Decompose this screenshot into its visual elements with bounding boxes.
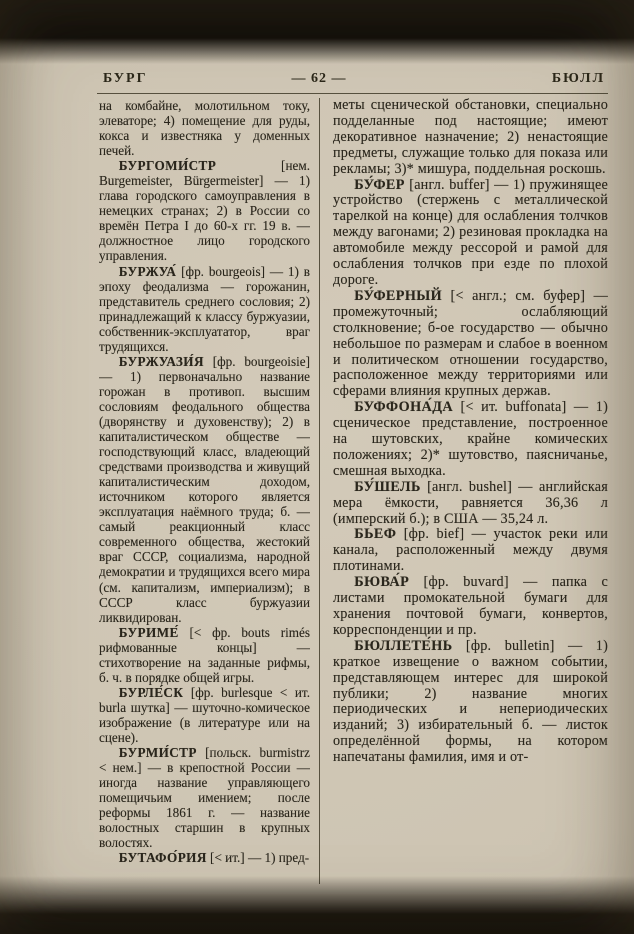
dictionary-entry-continuation: на комбайне, молотильном току, элеваторе; 4) помещение для руды, кокса и известняка у доменных печей.	[99, 98, 310, 159]
dictionary-entry	[99, 850, 310, 865]
entry-headword: БУТАФО́РИЯ	[118, 850, 207, 866]
entry-headword: БЮВА́Р	[354, 574, 410, 591]
entry-body: [< ит.] — 1) пред-	[210, 850, 310, 866]
right-column	[319, 98, 608, 884]
dictionary-entry	[333, 639, 608, 766]
dictionary-entry	[333, 575, 608, 639]
entry-headword: БЮЛЛЕТЕ́НЬ	[354, 637, 453, 654]
entry-headword: БЬЕФ	[354, 526, 397, 543]
dictionary-entry	[99, 264, 310, 354]
dictionary-entry	[333, 178, 608, 289]
entry-headword: БУРЖУА́	[118, 263, 177, 279]
entry-headword: БУ́ФЕР	[354, 176, 405, 193]
entry-body: [фр. buvard] — папка с листами промокательной бумаги для хранения почтовой бумаги, конвертов, корреспонденции и пр.	[333, 574, 608, 638]
entry-headword: БУФФОНА́ДА	[354, 399, 454, 416]
dictionary-entry	[333, 480, 608, 528]
entry-body: [нем. Burgemeister, Bürgermeister] — 1) глава городского самоуправления в немецких странах; 2) в России со времён Петра I до 60-х гг. 19 в. — должностное лицо городского управления.	[99, 158, 310, 264]
entry-body: [англ. buffer] — 1) пружинящее устройство (стержень с металлической тарелкой на конце) для ослабления толчков между вагонами; 2) резиновая прокладка на автомобиле между рессорой и рамой для ослабления толчков при езде по плохой дороге.	[333, 176, 608, 288]
dictionary-entry	[333, 527, 608, 575]
entry-body: [< англ.; см. буфер] — промежуточный; ослабляющий столкновение; б-ое государство — обычно небольшое по размерам и слабое в военном и политическом отношении государство, расположенное между территориями или сферами влияния крупных держав.	[333, 287, 608, 400]
dictionary-entry	[99, 685, 310, 745]
page-body	[99, 98, 608, 884]
running-head-right: БЮЛЛ	[551, 71, 605, 86]
page-number: — 62 —	[291, 71, 347, 86]
entry-body: [англ. bushel] — английская мера ёмкости, равняется 36,36 л (имперский б.); в США — 35,24 л.	[333, 478, 608, 527]
entry-body: [польск. burmistrz < нем.] — в крепостной России — иногда название управляющего помещичьим имением; после реформы 1861 г. — название волостных старшин в крупных волостях.	[99, 745, 310, 851]
entry-body: [< ит. buffonata] — 1) сценическое представление, построенное на шутовских, крайне комических положениях; 2)* шутовство, паясничанье, смешная выходка.	[333, 399, 608, 479]
running-head-left: БУРГ	[103, 71, 148, 86]
entry-headword: БУ́ФЕРНЫЙ	[354, 287, 443, 304]
dictionary-entry	[99, 354, 310, 625]
dictionary-entry	[333, 400, 608, 480]
entry-headword: БУ́ШЕЛЬ	[354, 478, 421, 495]
dictionary-entry	[99, 625, 310, 685]
entry-headword: БУРЛЕ́СК	[118, 684, 184, 700]
entry-body: [фр. bief] — участок реки или канала, расположенный между двумя плотинами.	[333, 526, 608, 575]
entry-headword: БУРИМЕ́	[118, 624, 179, 640]
entry-headword: БУРЖУАЗИ́Я	[118, 353, 204, 369]
dictionary-entry	[99, 158, 310, 263]
entry-body: [фр. burlesque < ит. burla шутка] — шуточно-комическое изображение (в литературе или на сцене).	[99, 684, 310, 745]
dictionary-entry-continuation: меты сценической обстановки, специально подделанные под настоящие; имеют декоративное назначение; 2) ненастоящие предметы, служащие только для показа или рекламы; 3)* мишура, поддельная роскошь.	[333, 98, 608, 177]
running-header	[99, 71, 607, 89]
scan-bottom-shadow	[0, 876, 634, 934]
dictionary-entry	[99, 745, 310, 850]
entry-body: [фр. bulletin] — 1) краткое извещение о важном событии, представляющем интерес для широкой публики; 2) название многих периодических и непериодических изданий; 3) избирательный б. — листок определённой формы, на котором напечатаны фамилия, имя и от-	[333, 637, 608, 766]
dictionary-entry	[333, 289, 608, 400]
entry-body: [< фр. bouts rimés рифмованные концы] — стихотворение на заданные рифмы, б. ч. в порядке общей игры.	[99, 624, 310, 685]
entry-body: [фр. bourgeoisie] — 1) первоначально название горожан в противоп. высшим сословиям феодального общества (дворянству и духовенству); 2) в капиталистическом обществе — господствующий класс, владеющий средствами производства и живущий капиталистическим доходом, источником которого является эксплуатация наёмного труда; б. — самый реакционный класс современного общества, жестокий враг СССР, социализма, народной демократии и трудящихся всего мира (см. капитализм, империализм); в СССР класс буржуазии ликвидирован.	[99, 353, 310, 625]
entry-body: [фр. bourgeois] — 1) в эпоху феодализма — горожанин, представитель среднего сословия; 2) принадлежащий к классу буржуазии, собственник-эксплуататор, враг трудящихся.	[99, 263, 310, 354]
header-rule	[97, 93, 608, 94]
scan-top-shadow	[0, 0, 634, 64]
entry-headword: БУРГОМИ́СТР	[118, 158, 217, 174]
entry-headword: БУРМИ́СТР	[118, 745, 197, 761]
left-column	[99, 98, 310, 884]
